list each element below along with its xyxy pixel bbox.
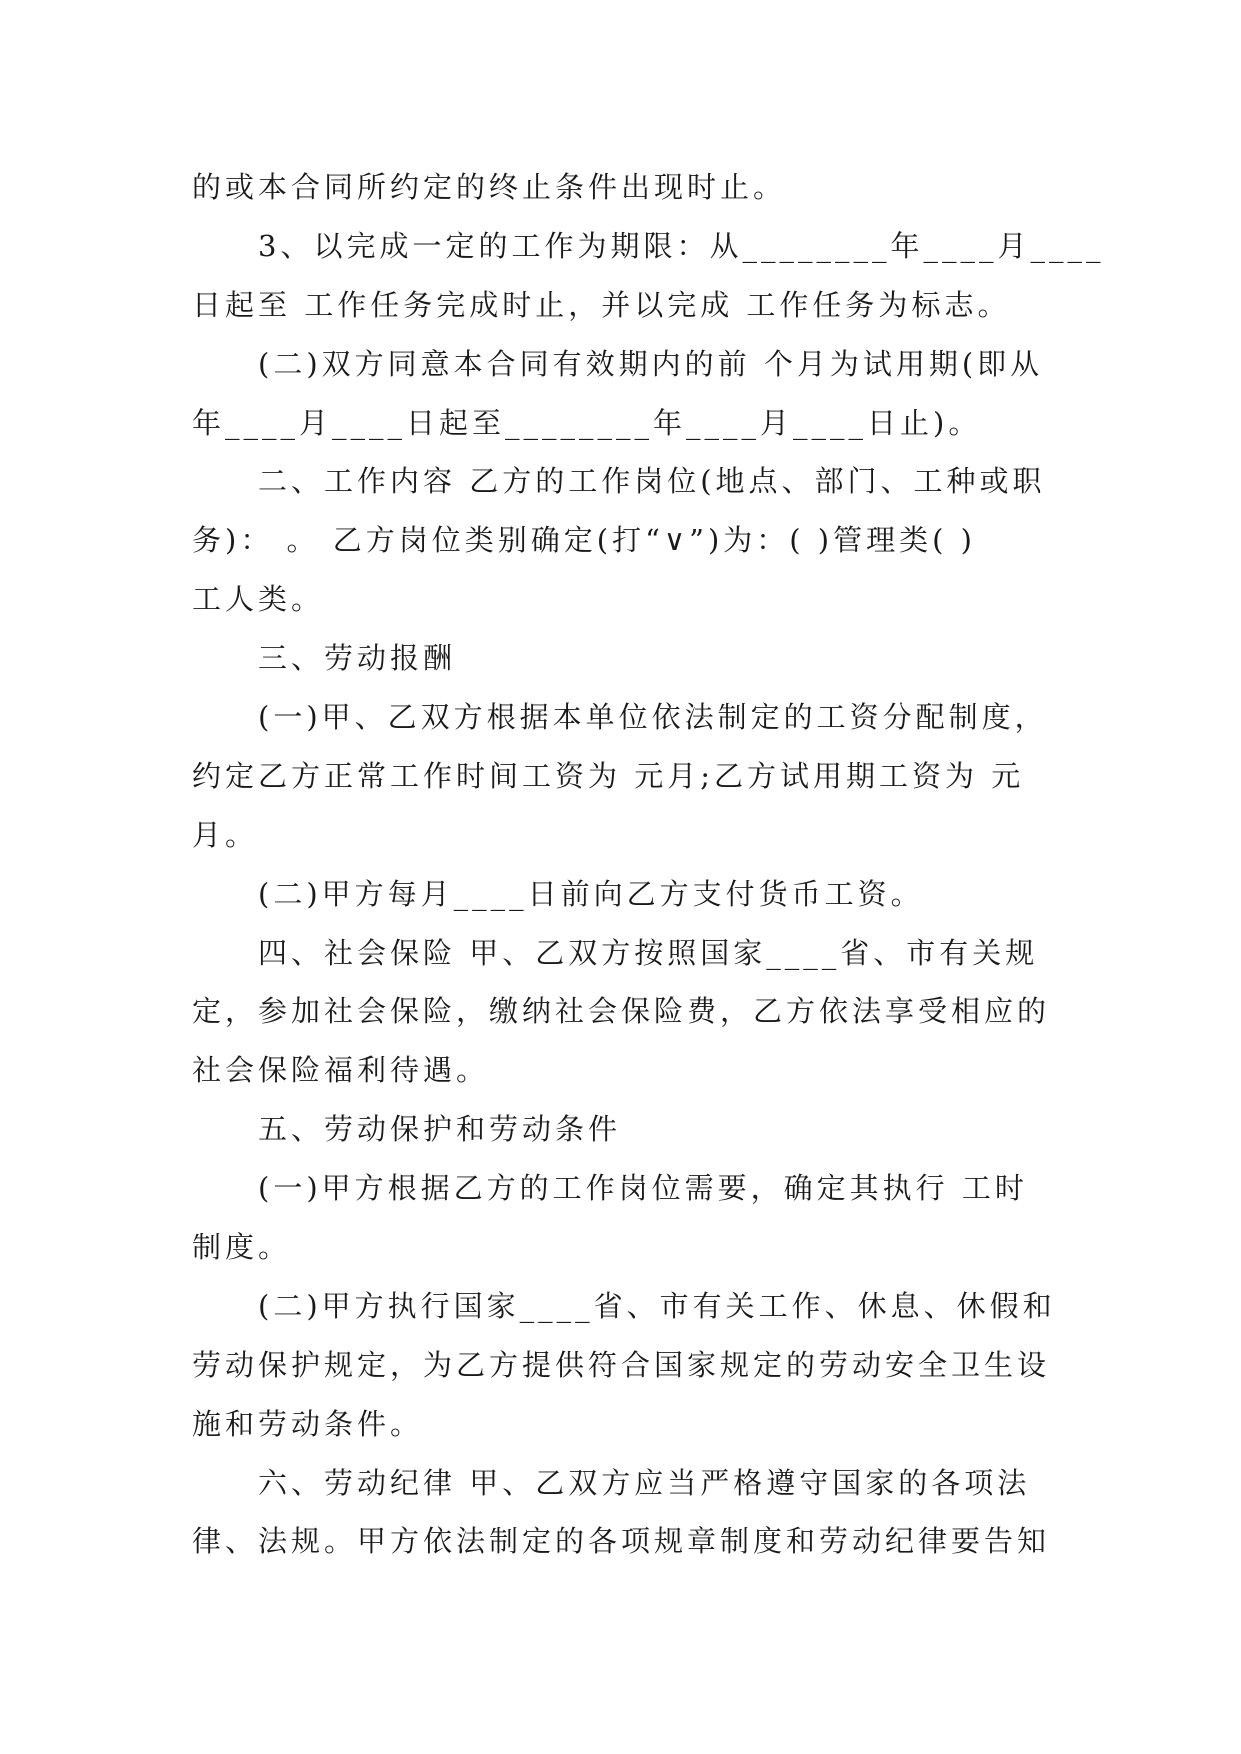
text-line: (二)甲方每月____日前向乙方支付货币工资。 <box>258 876 924 911</box>
text-line: 律、法规。甲方依法制定的各项规章制度和劳动纪律要告知 <box>192 1524 1051 1559</box>
text-line: 务)： 。 乙方岗位类别确定(打“∨”)为：( )管理类( ) <box>192 523 976 558</box>
text-line: 的或本合同所约定的终止条件出现时止。 <box>192 170 787 204</box>
text-line: 工人类。 <box>192 582 325 617</box>
text-line: (一)甲、乙双方根据本单位依法制定的工资分配制度， <box>258 700 1048 735</box>
section-heading: 五、劳动保护和劳动条件 <box>258 1112 622 1147</box>
text-line: 施和劳动条件。 <box>192 1406 424 1441</box>
text-line: (二)双方同意本合同有效期内的前 个月为试用期(即从 <box>258 346 1044 381</box>
text-line: 二、工作内容 乙方的工作岗位(地点、部门、工种或职 <box>258 464 1046 499</box>
text-line: 月。 <box>192 817 259 852</box>
text-line: (一)甲方根据乙方的工作岗位需要，确定其执行 工时 <box>258 1171 1028 1206</box>
text-line: 社会保险福利待遇。 <box>192 1053 490 1088</box>
text-line: 3、以完成一定的工作为期限：从________年____月____ <box>258 228 1105 263</box>
text-line: (二)甲方执行国家____省、市有关工作、休息、休假和 <box>258 1288 1056 1323</box>
text-line: 定，参加社会保险，缴纳社会保险费，乙方依法享受相应的 <box>192 994 1051 1029</box>
section-heading: 三、劳动报酬 <box>258 641 457 676</box>
document-body <box>192 158 1105 1571</box>
text-line: 日起至 工作任务完成时止，并以完成 工作任务为标志。 <box>192 287 1011 322</box>
text-line: 六、劳动纪律 甲、乙双方应当严格遵守国家的各项法 <box>258 1465 1031 1500</box>
text-line: 约定乙方正常工作时间工资为 元月;乙方试用期工资为 元 <box>192 758 1025 793</box>
text-line: 四、社会保险 甲、乙双方按照国家____省、市有关规 <box>258 935 1039 970</box>
text-line: 劳动保护规定，为乙方提供符合国家规定的劳动安全卫生设 <box>192 1347 1051 1382</box>
text-line: 年____月____日起至________年____月____日止)。 <box>192 405 982 440</box>
text-line: 制度。 <box>192 1230 292 1265</box>
